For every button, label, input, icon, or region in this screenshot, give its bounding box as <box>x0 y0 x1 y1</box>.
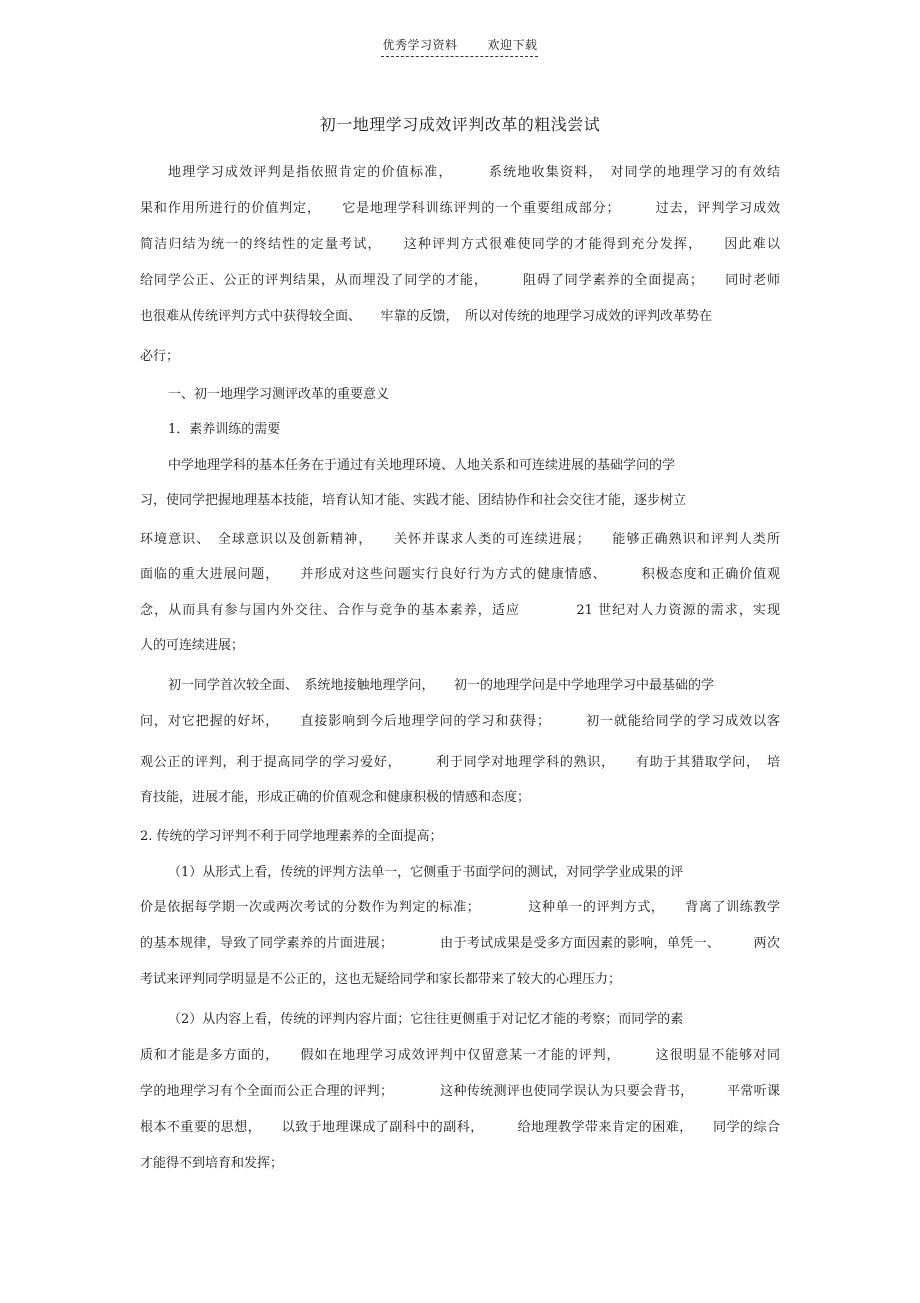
text-line: 给同学公正、公正的评判结果，从而埋没了同学的才能， 阻碍了同学素养的全面提高； 同时老师 <box>140 273 780 288</box>
text-line: 中学地理学科的基本任务在于通过有关地理环境、人地关系和可连续进展的基础学问的学 <box>168 458 676 473</box>
text-line: 也很难从传统评判方式中获得较全面、 牢靠的反馈， 所以对传统的地理学习成效的评判改革势在 <box>140 309 713 324</box>
header-left-text: 优秀学习资料 <box>382 38 458 52</box>
text-line: 环境意识、 全球意识以及创新精神， 关怀并谋求人类的可连续进展； 能够正确熟识和评判人类所 <box>140 532 780 547</box>
text-line: （2）从内容上看，传统的评判内容片面；它往往更侧重于对记忆才能的考察；而同学的素 <box>168 1012 684 1027</box>
text-line: 习，使同学把握地理基本技能，培育认知才能、实践才能、团结协作和社会交往才能，逐步树立 <box>140 493 687 508</box>
text-line: 考试来评判同学明显是不公正的，这也无疑给同学和家长都带来了较大的心理压力； <box>140 972 622 987</box>
subsection-heading: 1．素养训练的需要 <box>168 422 281 437</box>
text-line: 才能得不到培育和发挥； <box>140 1156 284 1171</box>
text-line: 简洁归结为统一的终结性的定量考试， 这种评判方式很难使同学的才能得到充分发挥， 因此难以 <box>140 237 780 252</box>
text-line: 根本不重要的思想， 以致于地理课成了副科中的副科， 给地理教学带来肯定的困难， 同学的综合 <box>140 1120 780 1135</box>
text-line: （1）从形式上看，传统的评判方法单一，它侧重于书面学问的测试，对同学学业成果的评 <box>168 865 684 880</box>
text-line: 人的可连续进展； <box>140 638 245 653</box>
text-line: 观公正的评判，利于提高同学的学习爱好， 利于同学对地理学科的熟识， 有助于其猎取学问， 培 <box>140 755 780 770</box>
section-heading: 一、初一地理学习测评改革的重要意义 <box>168 387 390 402</box>
text-line: 念，从而具有参与国内外交往、合作与竞争的基本素养，适应 21 世纪对人力资源的需求，实现 <box>140 603 780 618</box>
header-dashed-rule <box>381 56 538 57</box>
text-line: 面临的重大进展问题， 并形成对这些问题实行良好行为方式的健康情感、 积极态度和正确价值观 <box>140 567 780 582</box>
page-title: 初一地理学习成效评判改革的粗浅尝试 <box>319 115 601 134</box>
text-line: 质和才能是多方面的， 假如在地理学习成效评判中仅留意某一才能的评判， 这很明显不能够对同 <box>140 1048 780 1063</box>
text-line: 果和作用所进行的价值判定， 它是地理学科训练评判的一个重要组成部分； 过去，评判学习成效 <box>140 201 780 216</box>
page-header <box>0 36 920 53</box>
text-line: 学的地理学习有个全面而公正合理的评判； 这种传统测评也使同学误认为只要会背书， 平常听课 <box>140 1084 780 1099</box>
text-line: 的基本规律，导致了同学素养的片面进展； 由于考试成果是受多方面因素的影响，单凭一、 两次 <box>140 936 780 951</box>
text-line: 必行； <box>140 349 180 364</box>
text-line: 价是依据每学期一次或两次考试的分数作为判定的标准； 这种单一的评判方式， 背离了训练教学 <box>140 900 780 915</box>
text-line: 问，对它把握的好坏， 直接影响到今后地理学问的学习和获得； 初一就能给同学的学习成效以客 <box>140 714 780 729</box>
subsection-heading: 2. 传统的学习评判不利于同学地理素养的全面提高； <box>140 829 443 844</box>
text-line: 育技能，进展才能，形成正确的价值观念和健康积极的情感和态度； <box>140 790 531 805</box>
text-line: 地理学习成效评判是指依照肯定的价值标准， 系统地收集资料， 对同学的地理学习的有效结 <box>168 165 780 180</box>
text-line: 初一同学首次较全面、 系统地接触地理学问， 初一的地理学问是中学地理学习中最基础的学 <box>168 678 715 693</box>
header-right-text: 欢迎下载 <box>487 38 538 52</box>
